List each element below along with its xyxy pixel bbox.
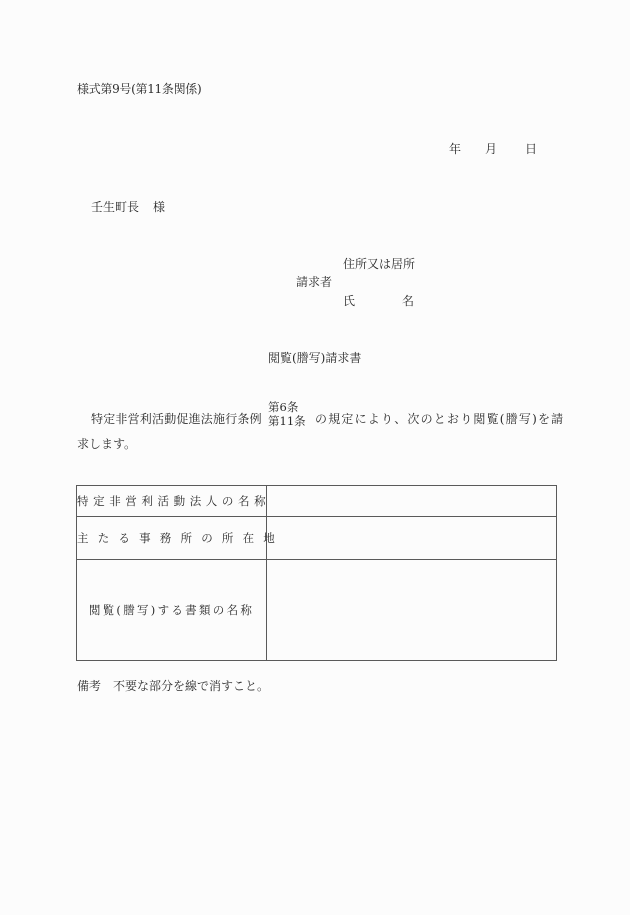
document-title: 閲覧(謄写)請求書 bbox=[268, 351, 362, 365]
document-name-label: 閲覧(謄写)する書類の名称 bbox=[77, 560, 267, 661]
main-office-location-field[interactable] bbox=[267, 517, 557, 560]
npo-name-label: 特定非営利活動法人の名称 bbox=[77, 486, 267, 517]
main-office-location-label: 主たる事務所の所在地 bbox=[77, 517, 267, 560]
request-details-table bbox=[76, 485, 557, 661]
table-row bbox=[77, 517, 557, 560]
addressee bbox=[91, 198, 165, 215]
table-row bbox=[77, 486, 557, 517]
addressee-name: 壬生町長 bbox=[91, 200, 140, 214]
remarks-text: 不要な部分を線で消すこと。 bbox=[113, 679, 270, 693]
requester-address-label: 住所又は居所 bbox=[343, 257, 416, 271]
date-year-label: 年 bbox=[449, 142, 462, 156]
addressee-honorific: 様 bbox=[153, 200, 166, 214]
article-options bbox=[268, 400, 306, 428]
table-row bbox=[77, 560, 557, 661]
date-month-label: 月 bbox=[485, 142, 498, 156]
document-name-field[interactable] bbox=[267, 560, 557, 661]
article-option-6: 第6条 bbox=[268, 400, 299, 414]
npo-name-field[interactable] bbox=[267, 486, 557, 517]
date-line bbox=[449, 140, 537, 157]
remarks bbox=[77, 677, 269, 694]
body-line1-rest: の規定により、次のとおり閲覧(謄写)を請 bbox=[315, 412, 565, 426]
form-number: 様式第9号(第11条関係) bbox=[77, 82, 202, 96]
article-option-11: 第11条 bbox=[268, 414, 306, 428]
requester-name-label-mei: 名 bbox=[402, 294, 415, 308]
body-line2: 求します。 bbox=[77, 437, 137, 451]
requester-name-label-shi: 氏 bbox=[343, 294, 356, 308]
body-ordinance: 特定非営利活動促進法施行条例 bbox=[91, 412, 262, 426]
requester-label: 請求者 bbox=[296, 275, 333, 289]
remarks-label: 備考 bbox=[77, 679, 102, 693]
date-day-label: 日 bbox=[525, 142, 538, 156]
